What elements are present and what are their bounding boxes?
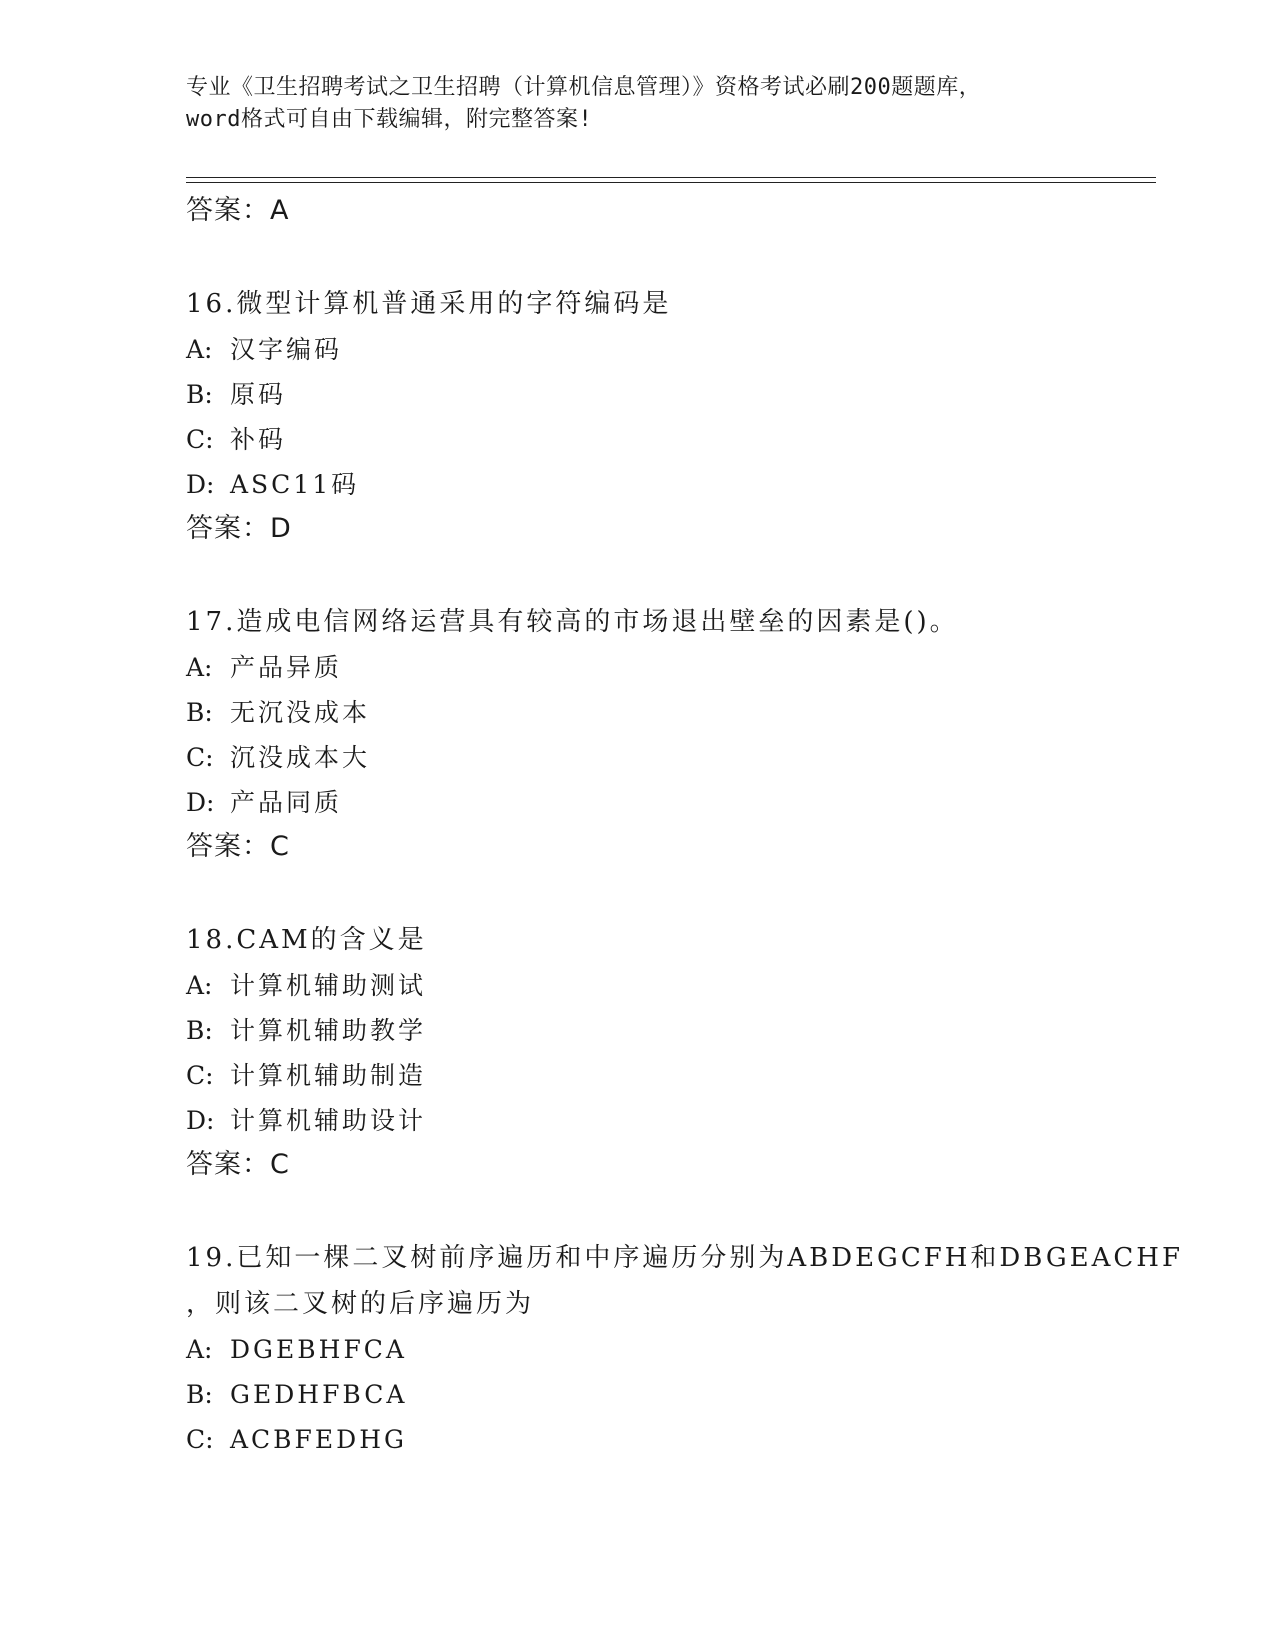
option-text: 原码 [230,380,287,409]
option-text: DGEBHFCA [230,1335,407,1364]
option-label: A: [186,653,213,682]
option-label: D: [186,470,215,499]
option-label: D: [186,788,215,817]
option-row [186,1008,1146,1053]
option-row [186,1327,1146,1372]
option-label: B: [186,1380,213,1409]
option-label: C: [186,743,214,772]
option-row [186,780,1146,825]
answer-line: 答案：C [186,831,290,862]
option-text: 补码 [230,425,287,454]
questions-container [186,281,1184,1462]
option-label: A: [186,971,213,1000]
question-block [186,599,1146,917]
option-text: 产品异质 [230,653,343,682]
spacer [186,233,1146,281]
option-row [186,327,1146,372]
option-row [186,963,1146,1008]
option-row [186,1372,1146,1417]
question-block [186,1235,1184,1462]
option-label: D: [186,1106,215,1135]
option-row [186,735,1146,780]
answer-line: 答案：D [186,513,292,544]
question-text: 19.已知一棵二叉树前序遍历和中序遍历分别为ABDEGCFH和DBGEACHF [186,1243,1184,1273]
question-text: 17.造成电信网络运营具有较高的市场退出壁垒的因素是()。 [186,607,959,637]
option-text: 计算机辅助设计 [230,1106,427,1135]
spacer [186,1187,1146,1235]
option-text: GEDHFBCA [230,1380,408,1409]
option-label: C: [186,1061,214,1090]
option-row [186,462,1146,507]
spacer [186,869,1146,917]
document-header [186,72,1086,136]
option-row [186,1053,1146,1098]
option-label: B: [186,1016,213,1045]
header-line-1: 专业《卫生招聘考试之卫生招聘（计算机信息管理）》资格考试必刷200题题库， [186,75,982,100]
option-text: ASC11码 [230,470,360,499]
question-text: ，则该二叉树的后序遍历为 [186,1289,535,1319]
answer-line: 答案：A [186,195,290,226]
option-row [186,690,1146,735]
option-row [186,1098,1146,1143]
answer-line: 答案：C [186,1149,290,1180]
header-divider-bottom [186,182,1156,183]
question-list [186,189,1184,1462]
option-row [186,417,1146,462]
option-label: C: [186,425,214,454]
option-text: 计算机辅助测试 [230,971,427,1000]
option-text: 沉没成本大 [230,743,371,772]
question-block [186,281,1146,599]
option-text: 汉字编码 [230,335,343,364]
question-text: 16.微型计算机普通采用的字符编码是 [186,289,672,319]
option-text: 产品同质 [230,788,343,817]
question-block [186,917,1146,1235]
header-line-2: word格式可自由下载编辑，附完整答案! [186,107,593,132]
option-row [186,645,1146,690]
option-text: ACBFEDHG [230,1425,407,1454]
option-text: 计算机辅助制造 [230,1061,427,1090]
option-text: 计算机辅助教学 [230,1016,427,1045]
option-label: A: [186,335,213,364]
option-label: C: [186,1425,214,1454]
option-label: B: [186,380,213,409]
question-text: 18.CAM的含义是 [186,925,427,955]
option-text: 无沉没成本 [230,698,371,727]
option-row [186,1417,1146,1462]
option-label: B: [186,698,213,727]
spacer [186,551,1146,599]
header-divider-top [186,177,1156,178]
option-label: A: [186,1335,213,1364]
option-row [186,372,1146,417]
